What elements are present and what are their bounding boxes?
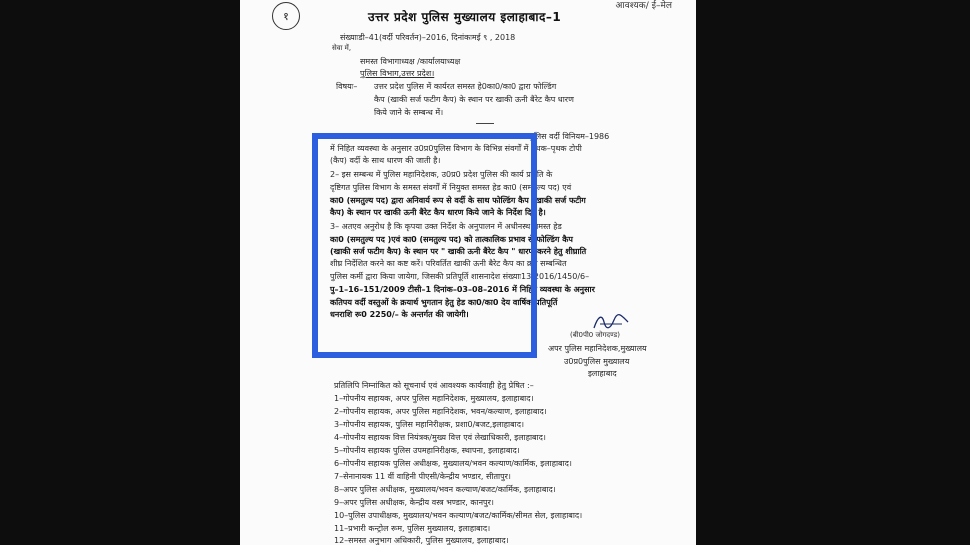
highlight-box [312, 133, 537, 358]
body-line: पुलिस कर्मी द्वारा किया जायेगा, जिसकी प्रतिपूर्ति शासनादेश संख्याः13/2016/1450/6– [330, 272, 590, 281]
signature-scribble [592, 312, 630, 332]
body-line: में निहित व्यवस्था के अनुसार उ0प्र0पुलिस विभाग के विभिन्न संवर्गों में पृथक–पृथक टोपी [330, 144, 582, 153]
copy-item: 6–गोपनीय सहायक पुलिस अधीक्षक, मुख्यालय/भवन कल्याण/कार्मिक, इलाहाबाद। [334, 459, 572, 468]
copy-item: 1–गोपनीय सहायक, अपर पुलिस महानिदेशक, मुख्यालय, इलाहाबाद। [334, 394, 534, 403]
body-line: 3– अतएव अनुरोध है कि कृपया उक्त निर्देश के अनुपालन में अधीनस्थ समस्त हेड [330, 222, 562, 231]
copy-item: 3–गोपनीय सहायक, पुलिस महानिरीक्षक, प्रशा0/बजट,इलाहाबाद। [334, 420, 525, 429]
body-line: कतिपय वर्दी वस्तुओं के क्रयार्थ भुगतान हेतु हेड का0/का0 देय वार्षिक प्रतिपूर्ति [330, 298, 558, 307]
signatory-city: इलाहाबाद [588, 369, 617, 378]
subject-line: किये जाने के सम्बन्ध में। [374, 108, 444, 117]
copy-item: 11–प्रभारी कन्ट्रोल रूम, पुलिस मुख्यालय, इलाहाबाद। [334, 524, 491, 533]
signatory-name: (बी0पी0 जोगदण्ड) [570, 331, 620, 339]
priority-note: आवश्यक/ ई–मेल [615, 1, 672, 11]
divider [476, 123, 494, 124]
copy-intro: प्रतिलिपि निम्नांकित को सूचनार्थ एवं आवश्यक कार्यवाही हेतु प्रेषित :– [334, 381, 534, 390]
document-page [240, 0, 696, 545]
subject-line: कैप (खाकी सर्ज फटीग कैप) के स्थान पर खाकी ऊनी बैरेट कैप धारण [374, 95, 574, 104]
subject-line: उत्तर प्रदेश पुलिस में कार्यरत समस्त हे0का0/का0 द्वारा फोल्डिंग [374, 82, 557, 91]
body-line: कैप) के स्थान पर खाकी ऊनी बैरेट कैप धारण किये जाने के निर्देश दिए है। [330, 208, 546, 217]
body-line: का0 (समतुल्य पद) द्वारा अनिवार्य रूप से वर्दी के साथ फोल्डिंग कैप (खाकी सर्ज फटीग [330, 196, 586, 205]
reference-line: संख्याःडी–41(वर्दी परिवर्तन)–2016, दिनांकःमई ९ , 2018 [340, 33, 516, 42]
body-line: (खाकी सर्ज फटीग कैप) के स्थान पर " खाकी ऊनी बैरेट कैप " धारण करने हेतु शीघ्राति [330, 247, 587, 256]
copy-item: 12–समस्त अनुभाग अधिकारी, पुलिस मुख्यालय, इलाहाबाद। [334, 536, 509, 545]
addressee-line: समस्त विभागाध्यक्ष /कार्यालयाध्यक्ष [360, 57, 461, 66]
copy-item: 5–गोपनीय सहायक पुलिस उपमहानिरीक्षक, स्थापना, इलाहाबाद। [334, 446, 520, 455]
body-line: उ0प्र0पुलिस वर्दी विनियम–1986 [510, 132, 610, 141]
body-line: धनराशि रू0 2250/– के अन्तर्गत की जायेगी। [330, 310, 469, 319]
salutation: सेवा में, [332, 44, 352, 52]
body-line: पु–1–16–151/2009 टीसी–1 दिनांक–03–08–2016 में निहित व्यवस्था के अनुसार [330, 285, 595, 294]
copy-item: 4–गोपनीय सहायक वित्त नियंत्रक/मुख्य वित्त एवं लेखाधिकारी, इलाहाबाद। [334, 433, 546, 442]
copy-item: 8–अपर पुलिस अधीक्षक, मुख्यालय/भवन कल्याण/बजट/कार्मिक, इलाहाबाद। [334, 485, 556, 494]
body-line: दृष्टिगत पुलिस विभाग के समस्त संवर्गों में नियुक्त समस्त हेड का0 (समतुल्य पद) एवं [330, 183, 572, 192]
addressee-line: पुलिस विभाग,उत्तर प्रदेश। [360, 69, 435, 78]
subject-label: विषयः– [336, 82, 358, 91]
copy-item: 10–पुलिस उपाधीक्षक, मुख्यालय/भवन कल्याण/बजट/कार्मिक/सीमत सेल, इलाहाबाद। [334, 511, 583, 520]
signatory-designation: अपर पुलिस महानिदेशक,मुख्यालय [548, 344, 647, 353]
circled-number: १ [272, 2, 300, 30]
copy-item: 9–अपर पुलिस अधीक्षक, केन्द्रीय वस्त्र भण्डार, कानपुर। [334, 498, 494, 507]
body-line: शीघ्र निर्देशित करने का कष्ट करें। परिवर्तित खाकी ऊनी बैरेट कैप का क्रय सम्बन्धित [330, 259, 567, 268]
copy-item: 7–सेनानायक 11 वीं वाहिनी पीएसी/केन्द्रीय भण्डार, सीतापुर। [334, 472, 511, 481]
body-line: 2– इस सम्बन्ध में पुलिस महानिदेशक, उ0प्र0 प्रदेश पुलिस की कार्य प्रकृति के [330, 170, 553, 179]
body-line: (कैप) वर्दी के साथ धारण की जाती है। [330, 156, 441, 165]
copy-item: 2–गोपनीय सहायक, अपर पुलिस महानिदेशक, भवन/कल्याण, इलाहाबाद। [334, 407, 547, 416]
signatory-office: उ0प्र0पुलिस मुख्यालय [564, 357, 630, 366]
letterhead-title: उत्तर प्रदेश पुलिस मुख्यालय इलाहाबाद–1 [368, 10, 562, 24]
body-line: का0 (समतुल्य पद )एवं का0 (समतुल्य पद) को तात्कालिक प्रभाव से फोल्डिंग कैप [330, 235, 573, 244]
